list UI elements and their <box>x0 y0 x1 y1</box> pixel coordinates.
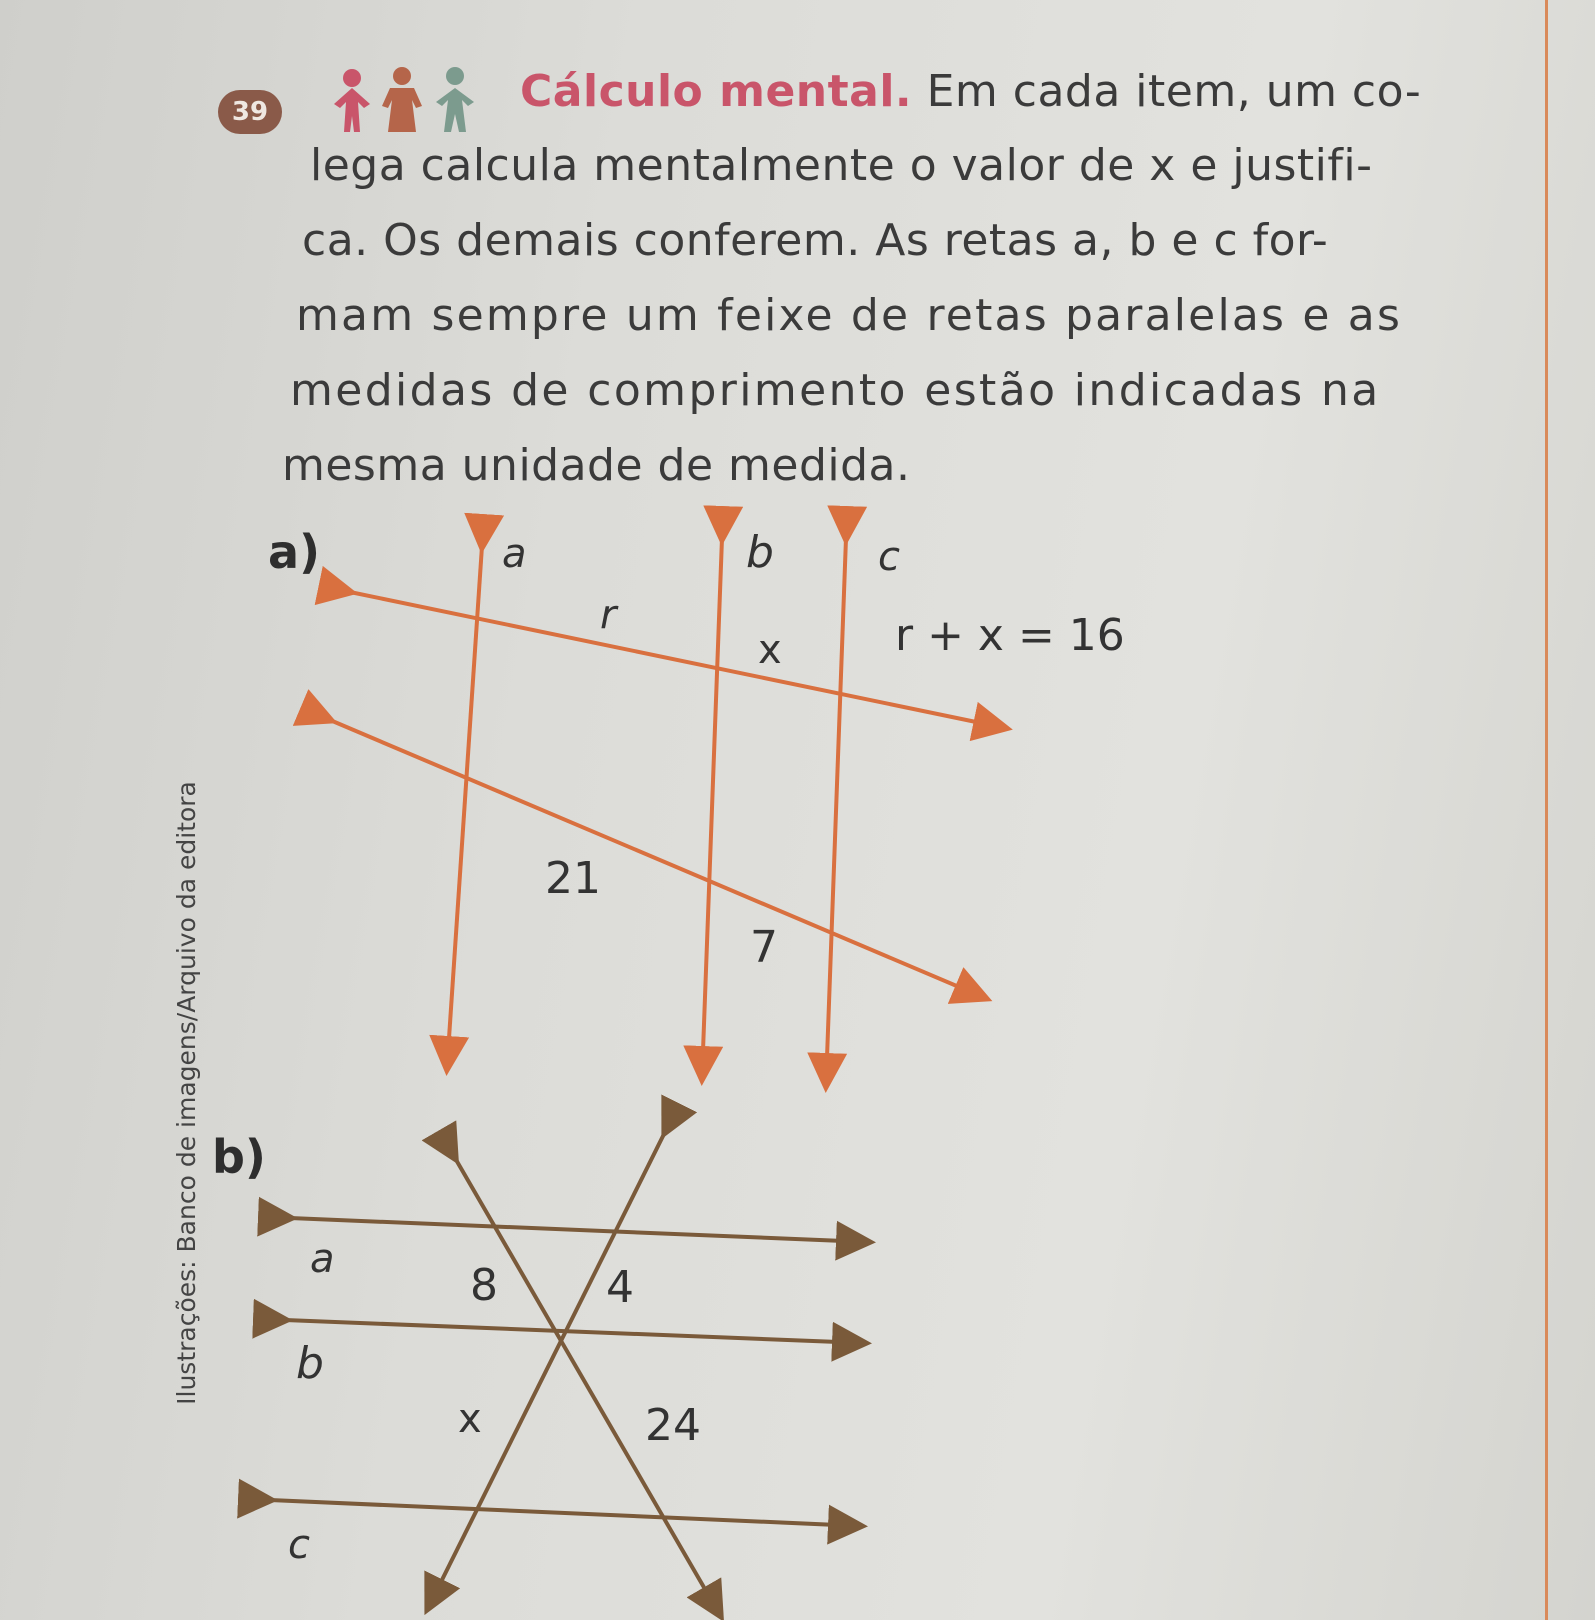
line-b-a <box>290 1218 868 1242</box>
figure-b-line-label-c: c <box>288 1522 310 1568</box>
measure-24: 24 <box>645 1400 701 1451</box>
transversal-bottom <box>330 720 985 998</box>
figure-a-line-label-a: a <box>502 531 527 577</box>
line-c <box>826 538 846 1085</box>
illustration-credit: Ilustrações: Banco de imagens/Arquivo da editora <box>172 781 201 1405</box>
transversal-right <box>428 1132 665 1608</box>
figure-a-line-label-b: b <box>746 527 774 578</box>
exercise-title: Cálculo mental. <box>520 66 913 117</box>
transversal-left <box>455 1158 720 1615</box>
measure-x-a: x <box>758 627 782 673</box>
line-b <box>702 538 722 1078</box>
figure-b-line-label-b: b <box>296 1338 324 1389</box>
measure-8: 8 <box>470 1260 498 1311</box>
statement-line-3: ca. Os demais conferem. As retas a, b e c for- <box>302 215 1329 266</box>
measure-r: r <box>600 592 617 638</box>
statement-line-6: mesma unidade de medida. <box>282 440 911 491</box>
figure-a-line-label-c: c <box>878 534 900 580</box>
statement-line-5: medidas de comprimento estão indicadas na <box>290 365 1381 416</box>
line-b-b <box>285 1320 864 1343</box>
statement-line-2: lega calcula mentalmente o valor de x e justifi- <box>310 140 1373 191</box>
figure-b-line-label-a: a <box>310 1236 335 1282</box>
statement-line-1: Cálculo mental. Em cada item, um co- <box>520 66 1422 117</box>
statement-line-4: mam sempre um feixe de retas paralelas e as <box>296 290 1403 341</box>
line-b-c <box>270 1500 860 1526</box>
measure-21: 21 <box>545 853 601 904</box>
exercise-number: 39 <box>218 90 282 134</box>
measure-7: 7 <box>750 922 778 973</box>
equation-r-plus-x: r + x = 16 <box>895 610 1125 661</box>
item-b-label: b) <box>212 1130 266 1184</box>
measure-x-b: x <box>458 1396 482 1442</box>
line-a <box>447 546 482 1068</box>
measure-4: 4 <box>606 1262 634 1313</box>
item-a-label: a) <box>268 525 321 579</box>
